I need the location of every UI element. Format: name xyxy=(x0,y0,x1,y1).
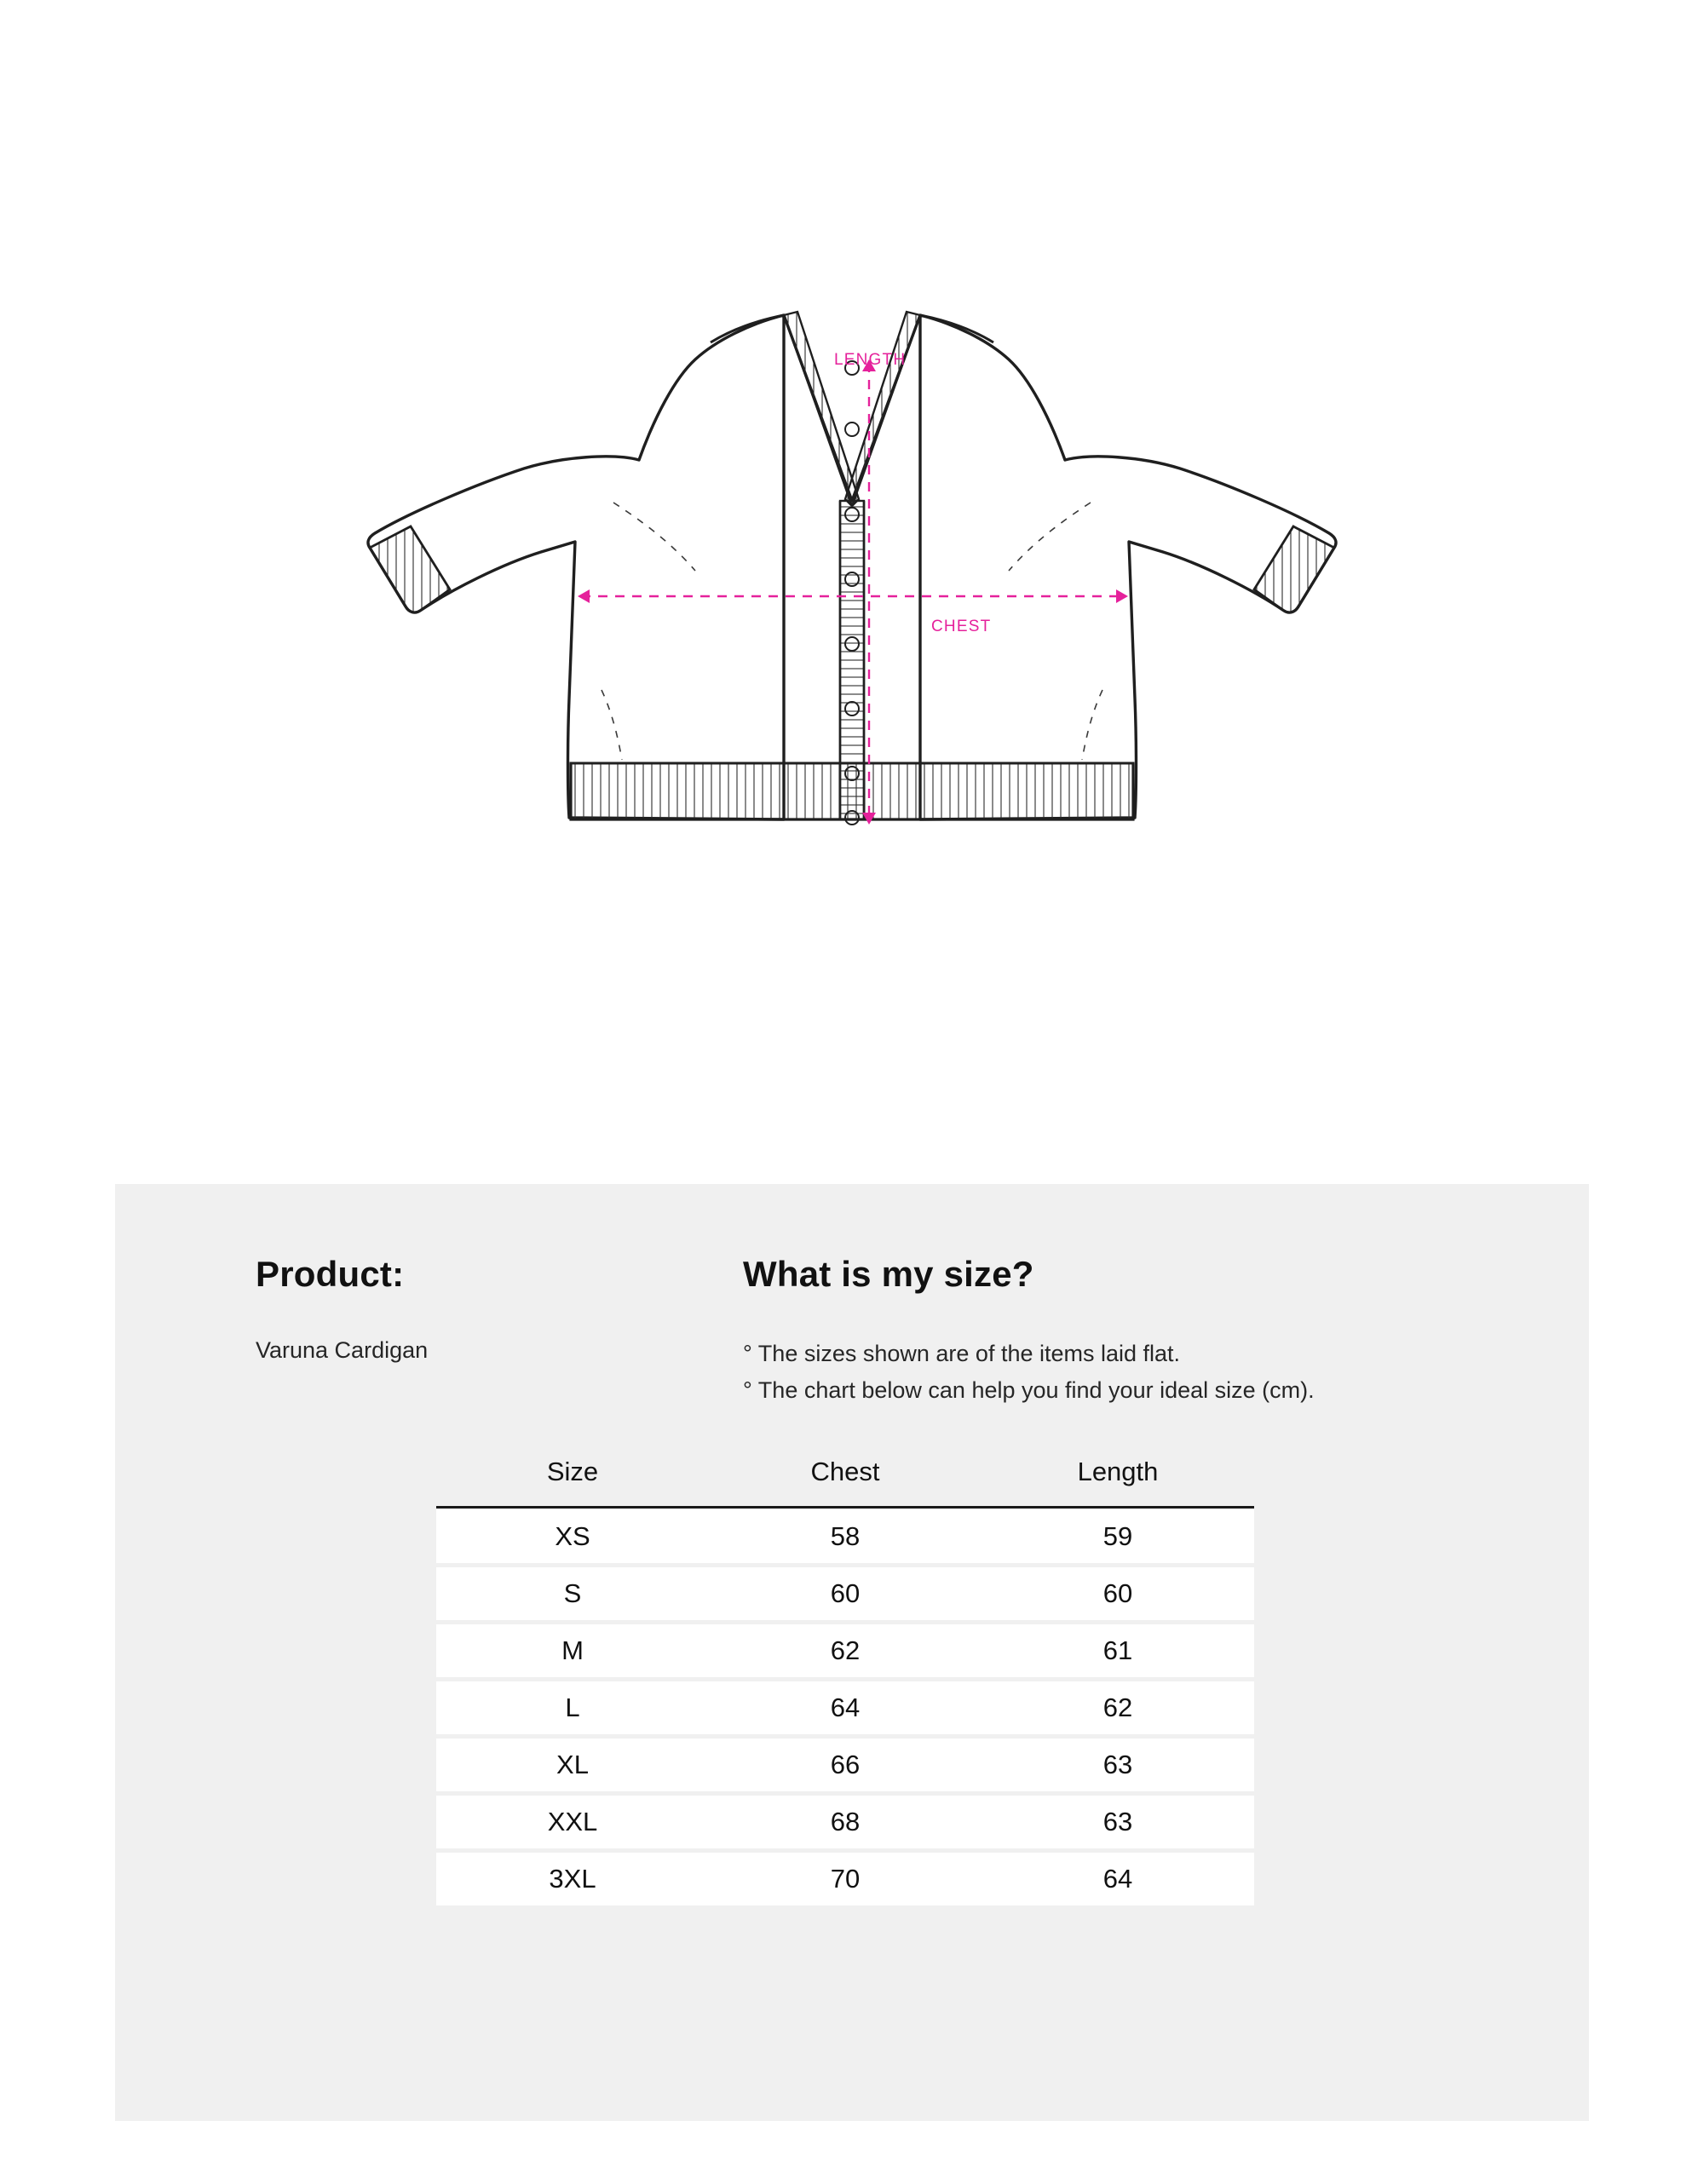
cell-chest: 70 xyxy=(709,1851,982,1908)
cell-size: XL xyxy=(436,1737,709,1794)
cell-length: 60 xyxy=(982,1566,1254,1623)
table-header-row xyxy=(436,1448,1254,1508)
table-row xyxy=(436,1851,1254,1908)
table-row xyxy=(436,1508,1254,1566)
cell-chest: 62 xyxy=(709,1623,982,1680)
column-header-length: Length xyxy=(1077,1457,1159,1486)
cell-size: L xyxy=(436,1680,709,1737)
cell-chest: 66 xyxy=(709,1737,982,1794)
table-row xyxy=(436,1737,1254,1794)
size-chart-table xyxy=(436,1448,1254,1910)
size-note: ° The chart below can help you find your ideal size (cm). xyxy=(743,1376,1315,1403)
product-heading: Product: xyxy=(256,1254,405,1294)
cell-length: 61 xyxy=(982,1623,1254,1680)
cell-length: 63 xyxy=(982,1794,1254,1851)
table-row xyxy=(436,1566,1254,1623)
column-header-size: Size xyxy=(546,1457,599,1486)
product-name: Varuna Cardigan xyxy=(256,1337,429,1364)
cell-size: M xyxy=(436,1623,709,1680)
size-note: ° The sizes shown are of the items laid flat. xyxy=(743,1341,1181,1367)
product-column xyxy=(256,1254,699,1364)
cell-length: 64 xyxy=(982,1851,1254,1908)
table-row xyxy=(436,1623,1254,1680)
cell-chest: 60 xyxy=(709,1566,982,1623)
chest-measure-label: CHEST xyxy=(931,618,992,635)
size-info-column xyxy=(743,1254,1510,1409)
cell-chest: 64 xyxy=(709,1680,982,1737)
table-row xyxy=(436,1794,1254,1851)
cell-size: XXL xyxy=(436,1794,709,1851)
size-notes xyxy=(743,1336,1510,1408)
length-measure-label: LENGTH xyxy=(834,351,907,369)
cell-size: XS xyxy=(436,1508,709,1566)
cell-size: S xyxy=(436,1566,709,1623)
table-row xyxy=(436,1680,1254,1737)
cell-length: 59 xyxy=(982,1508,1254,1566)
cell-size: 3XL xyxy=(436,1851,709,1908)
cell-chest: 68 xyxy=(709,1794,982,1851)
column-header-chest: Chest xyxy=(810,1457,880,1486)
cell-length: 63 xyxy=(982,1737,1254,1794)
cell-chest: 58 xyxy=(709,1508,982,1566)
size-question-heading: What is my size? xyxy=(743,1254,1034,1294)
cell-length: 62 xyxy=(982,1680,1254,1737)
cardigan-flat-sketch-icon xyxy=(358,290,1346,852)
